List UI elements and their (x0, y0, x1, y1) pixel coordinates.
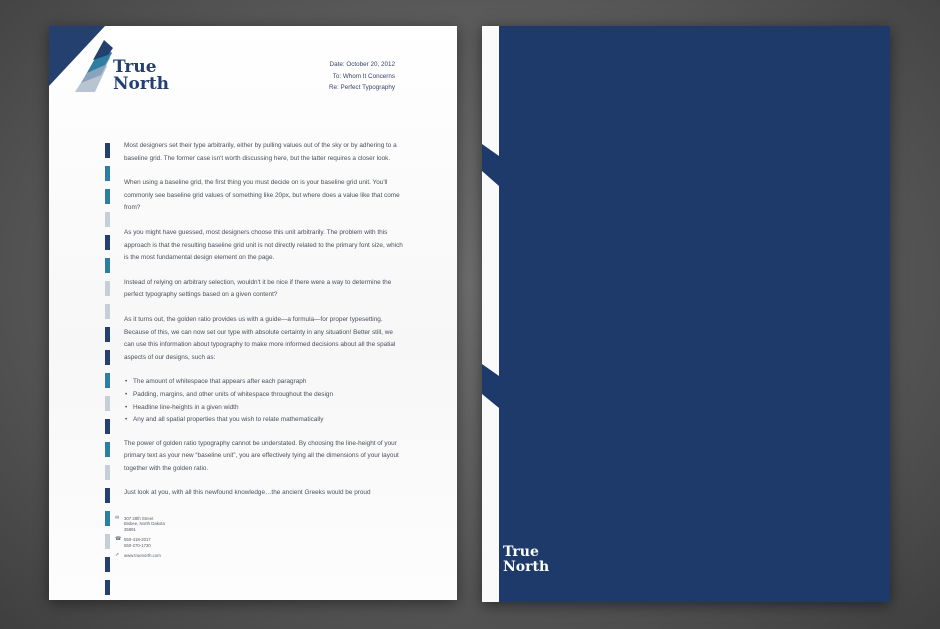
phone-icon: ☎ (115, 536, 122, 543)
margin-bar (105, 580, 110, 595)
bullet-item: • Headline line-heights in a given width (133, 402, 404, 415)
bullet-item: • Padding, margins, and other units of whitespace throughout the design (133, 389, 404, 402)
body-paragraph: Instead of relying on arbitrary selection, wouldn't it be nice if there were a way to determine the perfect typography settings based on a given content? (124, 278, 392, 299)
address-line: 35891 (124, 526, 136, 532)
body-paragraph: As it turns out, the golden ratio provides us with a guide—a formula—for proper typesetting. Because of this, we can now set our type with absolute certainty in any situation! Better still, we can use this information about typography to make more informed decisions about all the spatial aspects of our designs, such as: (124, 315, 396, 361)
cover-logo (503, 545, 549, 575)
margin-bar (105, 350, 110, 365)
contact-address (115, 516, 165, 532)
margin-bar (105, 511, 110, 526)
mail-icon: ✉ (115, 515, 120, 521)
margin-bar (105, 442, 110, 457)
cover-notches (482, 26, 502, 602)
letter-meta (329, 59, 395, 94)
body-paragraph: Just look at you, with all this newfound knowledge…the ancient Greeks would be proud (124, 489, 371, 497)
logo-line-2: North (113, 74, 170, 94)
letter-body (124, 140, 404, 512)
contact-phone (115, 537, 165, 548)
cover-logo-line-1: True (503, 544, 539, 560)
margin-bar (105, 465, 110, 480)
margin-bar (105, 396, 110, 411)
body-paragraph: Most designers set their type arbitrarily, either by pulling values out of the sky or by adhering to a baseline grid. The former case isn't worth discussing here, but the latter requires a closer look. (124, 142, 397, 162)
margin-bar (105, 304, 110, 319)
address-line: 307 28th Street (124, 516, 154, 521)
body-paragraph: When using a baseline grid, the first thing you must decide on is your baseline grid unit. You'll commonly see baseline grid values of something like 20px, but where does a value like that come from? (124, 179, 400, 212)
letterhead-sheet (49, 26, 457, 600)
bullet-item: • Any and all spatial properties that you wish to relate mathematically (133, 414, 404, 427)
margin-bar (105, 327, 110, 342)
margin-bar (105, 166, 110, 181)
letter-subject: Re: Perfect Typography (328, 84, 395, 91)
address-line: Bisbee, North Dakota (124, 521, 165, 527)
bullet-item: • The amount of whitespace that appears after each paragraph (133, 376, 404, 389)
margin-bar (105, 419, 110, 434)
margin-bar (105, 281, 110, 296)
mountain-logo-icon (49, 26, 119, 94)
cover-logo-line-2: North (503, 559, 550, 575)
cursor-icon: ➚ (115, 552, 120, 559)
contact-web (115, 553, 165, 558)
company-logo (113, 59, 169, 93)
phone-number: 550-418-2017 (124, 537, 151, 543)
margin-bar (105, 212, 110, 227)
decorative-margin-bars (105, 143, 111, 597)
body-paragraph: As you might have guessed, most designers choose this unit arbitrarily. The problem with this approach is that the resulting baseline grid unit is not directly related to the primary font size, which is the most fundamental design element on the page. (124, 228, 403, 262)
margin-bar (105, 258, 110, 273)
margin-bar (105, 235, 110, 250)
bullet-list (124, 376, 404, 426)
letter-date: Date: October 20, 2012 (329, 61, 395, 68)
letter-recipient: To: Whom It Concerns (332, 72, 395, 80)
margin-bar (105, 373, 110, 388)
margin-bar (105, 488, 110, 503)
cover-sheet (482, 26, 890, 602)
body-paragraph: The power of golden ratio typography cannot be understated. By choosing the line-height of your primary text as your new “baseline unit”, you are effectively tying all the dimensions of your layout together with the golden ratio. (124, 439, 399, 472)
fax-number: 550-270-1730 (124, 542, 151, 548)
website: www.truenorth.com (124, 553, 161, 559)
logo-line-1: True (113, 57, 157, 77)
margin-bar (105, 534, 110, 549)
margin-bar (105, 557, 110, 572)
contact-block (115, 516, 165, 563)
margin-bar (105, 143, 110, 158)
margin-bar (105, 189, 110, 204)
